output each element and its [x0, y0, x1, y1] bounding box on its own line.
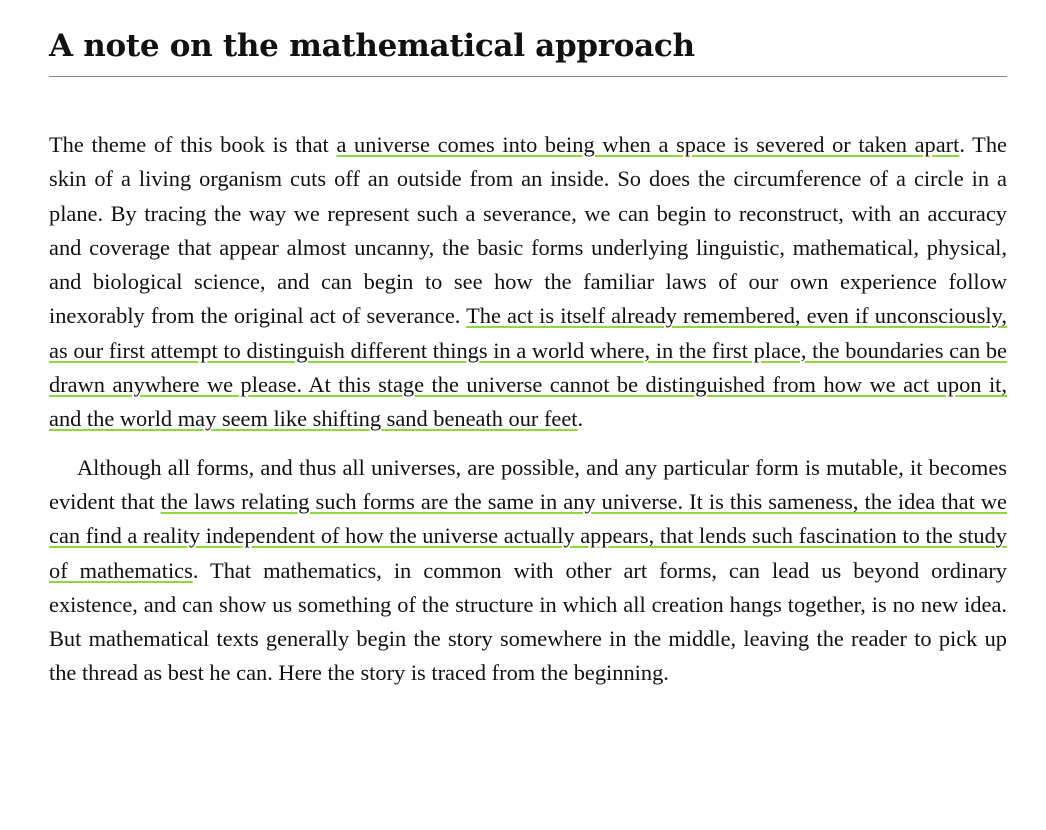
paragraph-1-text-2: . The skin of a living organism cuts off an outside from an inside. So does the circumference of a circle in a plane. By tracing the way we represent such a severance, we can begin to reconstruct, with an accuracy and coverage that appear almost uncanny, the basic forms underlying linguistic, mathematical, physical, and biological science, and can begin to see how the familiar laws of our own experience follow inexorably from the original act of severance. [49, 132, 1007, 329]
paragraph-2-text-2: . That mathematics, in common with other art forms, can lead us beyond ordinary existence, and can show us something of the structure in which all creation hangs together, is no new idea. But mathematical texts generally begin the story somewhere in the middle, leaving the reader to pick up the thread as best he can. Here the story is traced from the beginning. [49, 557, 1008, 686]
paragraph-1-text-3: . [577, 406, 584, 432]
highlight-1: a universe comes into being when a space is severed or taken apart [336, 132, 960, 157]
paragraph-2 [49, 451, 1007, 691]
title-rule [49, 76, 1007, 77]
paragraph-2-text: Although all forms, and thus all universes, are possible, and any particular form is mutable, it becomes evident that [49, 454, 1007, 514]
highlight-2: The act is itself already remembered, even if unconsciously, as our first attempt to distinguish different things in a world where, in the first place, the boundaries can be drawn anywhere we please. At this stage the universe cannot be distinguished from how we act upon it, and the world may seem like shifting sand beneath our feet [49, 303, 1007, 432]
paragraph-1-text: The theme of this book is that [49, 132, 337, 157]
page-title: A note on the mathematical approach [49, 28, 695, 64]
paragraph-1 [49, 128, 1007, 437]
highlight-3: the laws relating such forms are the same in any universe. It is this sameness, the idea that we can find a reality independent of how the universe actually appears, that lends such fascination to the study of mathematics [49, 488, 1007, 583]
body-text [49, 128, 1007, 691]
